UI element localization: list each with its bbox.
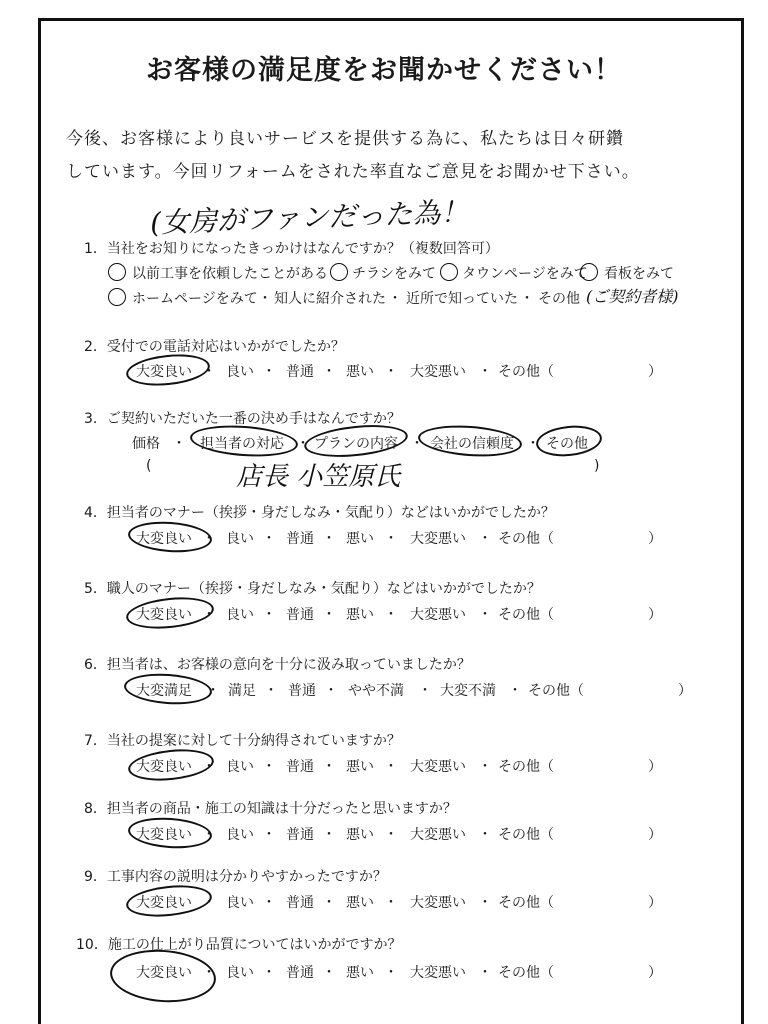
- separator: ・: [478, 531, 492, 547]
- q6-opt-normal: 普通: [288, 683, 316, 699]
- separator: ・: [262, 895, 276, 911]
- separator: ・: [384, 759, 398, 775]
- q1-option-8: その他: [538, 291, 580, 307]
- separator: ・: [262, 759, 276, 775]
- q1-option-7: 近所で知っていた: [406, 291, 518, 307]
- q3-option-trust: 会社の信頼度: [430, 436, 514, 452]
- q5-opt-normal: 普通: [286, 607, 314, 623]
- question-4: 4．担当者のマナー（挨拶・身だしなみ・気配り）などはいかがでしたか？: [84, 505, 555, 521]
- q3-option-plan: プランの内容: [314, 436, 398, 452]
- separator: ・: [520, 291, 534, 307]
- separator: ・: [384, 364, 398, 380]
- question-5: 5．職人のマナー（挨拶・身だしなみ・気配り）などはいかがでしたか？: [84, 581, 541, 597]
- close-paren: ）: [648, 965, 662, 981]
- separator: ・: [202, 965, 216, 981]
- q10-opt-good: 良い: [226, 965, 254, 981]
- close-paren: ）: [648, 364, 662, 380]
- check-ring: [108, 288, 126, 306]
- separator: ・: [478, 759, 492, 775]
- q9-opt-other: その他（: [498, 895, 554, 911]
- q7-opt-very-bad: 大変悪い: [410, 759, 466, 775]
- q10-opt-very-good: 大変良い: [136, 965, 192, 981]
- separator: ・: [324, 683, 338, 699]
- separator: ・: [384, 895, 398, 911]
- q5-opt-other: その他（: [498, 607, 554, 623]
- separator: ・: [202, 531, 216, 547]
- close-paren: ）: [648, 607, 662, 623]
- question-7: 7．当社の提案に対して十分納得されていますか？: [84, 733, 401, 749]
- separator: ・: [322, 607, 336, 623]
- question-1: 1．当社をお知りになったきっかけはなんですか？（複数回答可）: [84, 241, 499, 257]
- separator: ・: [322, 759, 336, 775]
- separator: ・: [322, 531, 336, 547]
- q2-opt-good: 良い: [226, 364, 254, 380]
- handwritten-q3-other: 店長 小笠原氏: [236, 462, 401, 492]
- q8-scale-row: [0, 824, 768, 844]
- separator: ・: [202, 827, 216, 843]
- q7-opt-normal: 普通: [286, 759, 314, 775]
- separator: ・: [202, 759, 216, 775]
- q5-opt-bad: 悪い: [346, 607, 374, 623]
- question-8: 8．担当者の商品・施工の知識は十分だったと思いますか？: [84, 801, 457, 817]
- separator: ・: [526, 436, 540, 452]
- separator: ・: [322, 364, 336, 380]
- q6-opt-very-satisfied: 大変満足: [136, 683, 192, 699]
- separator: ・: [202, 607, 216, 623]
- separator: ・: [262, 531, 276, 547]
- q2-opt-very-bad: 大変悪い: [410, 364, 466, 380]
- q1-option-6: 知人に紹介された: [274, 291, 386, 307]
- q1-option-4: 看板をみて: [604, 266, 674, 282]
- handwritten-q1-other: (ご契約者様): [586, 287, 679, 306]
- q10-opt-normal: 普通: [286, 965, 314, 981]
- separator: ・: [384, 607, 398, 623]
- q5-opt-very-good: 大変良い: [136, 607, 192, 623]
- separator: ・: [388, 291, 402, 307]
- q9-opt-very-good: 大変良い: [136, 895, 192, 911]
- close-paren: ）: [648, 827, 662, 843]
- q1-option-3: タウンページをみて: [462, 266, 588, 282]
- q7-opt-good: 良い: [226, 759, 254, 775]
- q9-opt-normal: 普通: [286, 895, 314, 911]
- q10-opt-very-bad: 大変悪い: [410, 965, 466, 981]
- q10-opt-other: その他（: [498, 965, 554, 981]
- q6-opt-very-dissatisfied: 大変不満: [440, 683, 496, 699]
- close-paren: ）: [678, 683, 692, 699]
- q4-opt-good: 良い: [226, 531, 254, 547]
- handwritten-header-note: (女房がファンだった為！: [149, 195, 469, 240]
- check-ring: [580, 263, 598, 281]
- q4-scale-row: [0, 528, 768, 548]
- separator: ・: [478, 364, 492, 380]
- q4-opt-very-good: 大変良い: [136, 531, 192, 547]
- q9-opt-good: 良い: [226, 895, 254, 911]
- q6-opt-somewhat-dissatisfied: やや不満: [348, 683, 404, 699]
- separator: ・: [478, 827, 492, 843]
- question-2: 2．受付での電話対応はいかがでしたか？: [84, 339, 345, 355]
- separator: ・: [410, 436, 424, 452]
- q2-opt-very-good: 大変良い: [136, 364, 192, 380]
- q1-option-2: チラシをみて: [352, 266, 436, 282]
- close-paren: ）: [648, 759, 662, 775]
- q7-scale-row: [0, 756, 768, 776]
- separator: ・: [322, 827, 336, 843]
- q3-option-staff: 担当者の対応: [200, 436, 284, 452]
- q8-opt-other: その他（: [498, 827, 554, 843]
- question-9: 9．工事内容の説明は分かりやすかったですか？: [84, 869, 387, 885]
- q7-opt-very-good: 大変良い: [136, 759, 192, 775]
- q4-opt-bad: 悪い: [346, 531, 374, 547]
- q6-opt-satisfied: 満足: [228, 683, 256, 699]
- separator: ・: [478, 965, 492, 981]
- close-paren: ): [594, 458, 600, 474]
- q9-opt-bad: 悪い: [346, 895, 374, 911]
- separator: ・: [172, 436, 186, 452]
- q8-opt-very-good: 大変良い: [136, 827, 192, 843]
- separator: ・: [384, 827, 398, 843]
- separator: ・: [202, 364, 216, 380]
- separator: ・: [418, 683, 432, 699]
- q7-opt-other: その他（: [498, 759, 554, 775]
- question-10: 10．施工の仕上がり品質についてはいかがですか？: [76, 937, 402, 953]
- intro-line-2: しています。今回リフォームをされた率直なご意見をお聞かせ下さい。: [66, 162, 640, 182]
- q8-opt-normal: 普通: [286, 827, 314, 843]
- separator: ・: [262, 364, 276, 380]
- separator: ・: [478, 895, 492, 911]
- q9-opt-very-bad: 大変悪い: [410, 895, 466, 911]
- q2-opt-bad: 悪い: [346, 364, 374, 380]
- q5-opt-very-bad: 大変悪い: [410, 607, 466, 623]
- q1-option-1: 以前工事を依頼したことがある: [132, 266, 328, 282]
- separator: ・: [478, 607, 492, 623]
- question-3: 3．ご契約いただいた一番の決め手はなんですか？: [84, 411, 401, 427]
- q8-opt-very-bad: 大変悪い: [410, 827, 466, 843]
- q5-opt-good: 良い: [226, 607, 254, 623]
- separator: ・: [258, 291, 272, 307]
- separator: ・: [508, 683, 522, 699]
- q7-opt-bad: 悪い: [346, 759, 374, 775]
- separator: ・: [322, 895, 336, 911]
- separator: ・: [264, 683, 278, 699]
- q8-opt-bad: 悪い: [346, 827, 374, 843]
- q4-opt-normal: 普通: [286, 531, 314, 547]
- separator: ・: [262, 965, 276, 981]
- q2-opt-other: その他（: [498, 364, 554, 380]
- q10-scale-row: [0, 962, 768, 982]
- intro-line-1: 今後、お客様により良いサービスを提供する為に、私たちは日々研鑽: [66, 129, 624, 149]
- check-ring: [440, 263, 458, 281]
- close-paren: ）: [648, 895, 662, 911]
- open-paren: (: [146, 458, 152, 474]
- q3-option-other: その他: [546, 436, 588, 452]
- separator: ・: [206, 683, 220, 699]
- q6-opt-other: その他（: [528, 683, 584, 699]
- q10-opt-bad: 悪い: [346, 965, 374, 981]
- separator: ・: [202, 895, 216, 911]
- question-6: 6．担当者は、お客様の意向を十分に汲み取っていましたか？: [84, 657, 471, 673]
- q8-opt-good: 良い: [226, 827, 254, 843]
- q2-opt-normal: 普通: [286, 364, 314, 380]
- separator: ・: [322, 965, 336, 981]
- check-ring: [108, 263, 126, 281]
- q4-opt-other: その他（: [498, 531, 554, 547]
- q6-scale-row: [0, 680, 768, 700]
- q5-scale-row: [0, 604, 768, 624]
- separator: ・: [296, 436, 310, 452]
- page-title: お客様の満足度をお聞かせください！: [146, 55, 622, 86]
- q2-scale-row: [0, 361, 768, 381]
- check-ring: [330, 263, 348, 281]
- separator: ・: [262, 827, 276, 843]
- separator: ・: [384, 531, 398, 547]
- close-paren: ）: [648, 531, 662, 547]
- separator: ・: [262, 607, 276, 623]
- q1-option-5: ホームページをみて: [132, 291, 258, 307]
- q3-option-price: 価格: [132, 436, 160, 452]
- separator: ・: [384, 965, 398, 981]
- q4-opt-very-bad: 大変悪い: [410, 531, 466, 547]
- q9-scale-row: [0, 892, 768, 912]
